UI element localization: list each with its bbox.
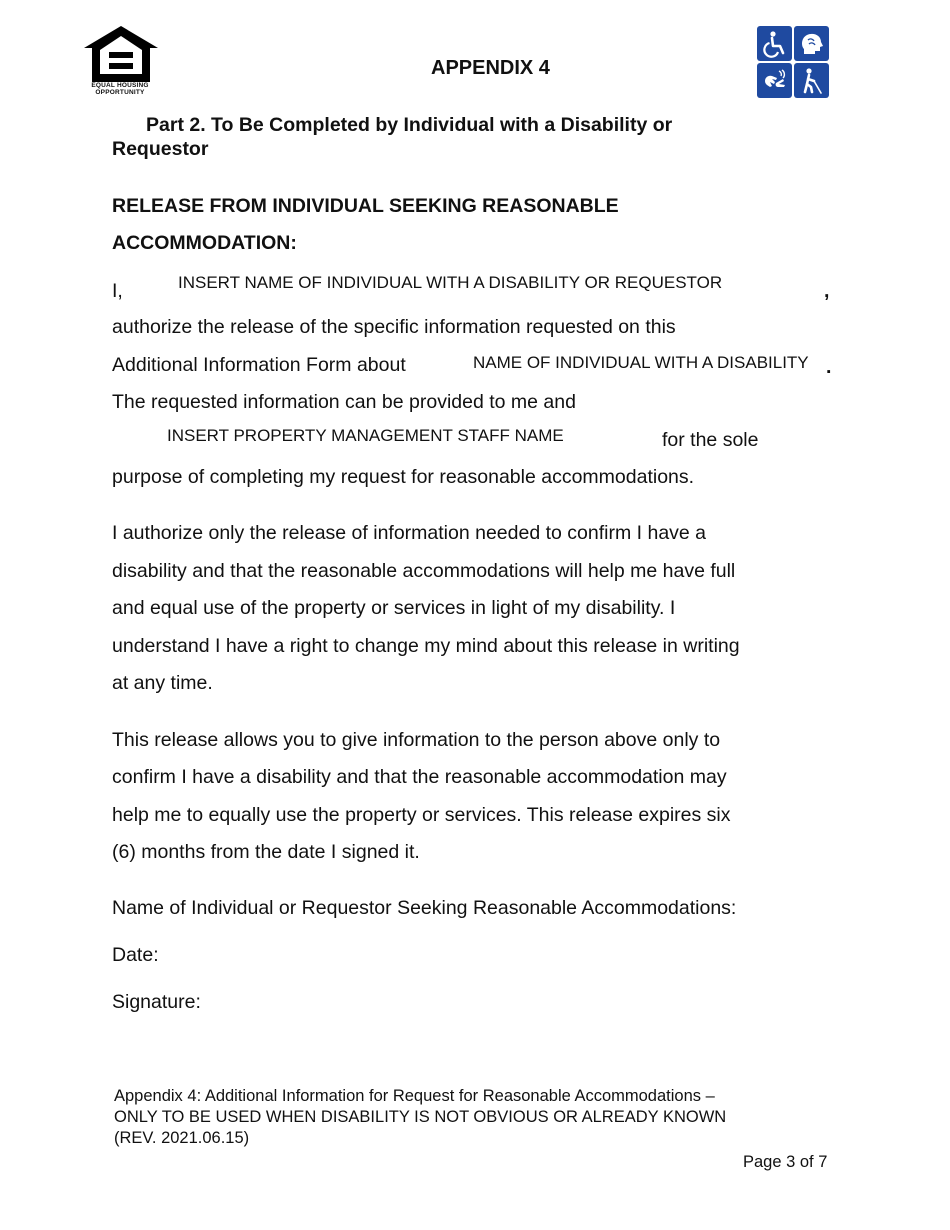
footer-line3: (REV. 2021.06.15) (114, 1129, 250, 1147)
comma-mark: , (824, 280, 830, 302)
house-icon (82, 24, 160, 84)
staff-name-field[interactable]: INSERT PROPERTY MANAGEMENT STAFF NAME (167, 426, 564, 445)
page-number: Page 3 of 7 (743, 1153, 828, 1171)
additional-info-line: Additional Information Form about (112, 354, 406, 376)
paragraph3-line: This release allows you to give information to the person above only to (112, 729, 721, 751)
authorize-line: authorize the release of the specific information requested on this (112, 316, 676, 338)
paragraph2-line: disability and that the reasonable accommodations will help me have full (112, 560, 736, 582)
individual-name-field[interactable]: NAME OF INDIVIDUAL WITH A DISABILITY (473, 353, 809, 372)
requested-info-line: The requested information can be provided to me and (112, 391, 576, 413)
wheelchair-icon (757, 26, 792, 61)
blind-cane-icon (794, 63, 829, 98)
requestor-name-field[interactable]: INSERT NAME OF INDIVIDUAL WITH A DISABILITY OR REQUESTOR (178, 273, 723, 292)
paragraph2-line: and equal use of the property or services in light of my disability. I (112, 597, 676, 619)
accessibility-logo (757, 26, 829, 98)
paragraph2-line: I authorize only the release of information needed to confirm I have a (112, 522, 707, 544)
for-sole-text: for the sole (662, 429, 759, 451)
release-heading-line1: RELEASE FROM INDIVIDUAL SEEKING REASONABLE (112, 195, 619, 217)
i-prefix: I, (112, 280, 123, 302)
part-title-line2: Requestor (112, 138, 209, 160)
equal-housing-caption (82, 82, 158, 96)
eho-caption-line1: EQUAL HOUSING (91, 82, 149, 89)
purpose-line: purpose of completing my request for reasonable accommodations. (112, 466, 695, 488)
period-mark: . (826, 356, 832, 378)
paragraph3-line: (6) months from the date I signed it. (112, 841, 420, 863)
paragraph3-line: help me to equally use the property or services. This release expires six (112, 804, 731, 826)
name-label: Name of Individual or Requestor Seeking Reasonable Accommodations: (112, 897, 737, 919)
head-profile-icon (794, 26, 829, 61)
date-label: Date: (112, 944, 159, 966)
paragraph3-line: confirm I have a disability and that the reasonable accommodation may (112, 766, 727, 788)
paragraph2-line: understand I have a right to change my mind about this release in writing (112, 635, 740, 657)
eho-caption-line2: OPPORTUNITY (95, 89, 145, 96)
footer-line1: Appendix 4: Additional Information for Request for Reasonable Accommodations – (114, 1087, 715, 1105)
release-heading-line2: ACCOMMODATION: (112, 232, 297, 254)
paragraph2-line: at any time. (112, 672, 213, 694)
appendix-title: APPENDIX 4 (431, 57, 550, 79)
signature-label: Signature: (112, 991, 201, 1013)
sign-language-icon (757, 63, 792, 98)
part-title-line1: Part 2. To Be Completed by Individual with a Disability or (146, 114, 673, 136)
footer-line2: ONLY TO BE USED WHEN DISABILITY IS NOT OBVIOUS OR ALREADY KNOWN (114, 1108, 727, 1126)
